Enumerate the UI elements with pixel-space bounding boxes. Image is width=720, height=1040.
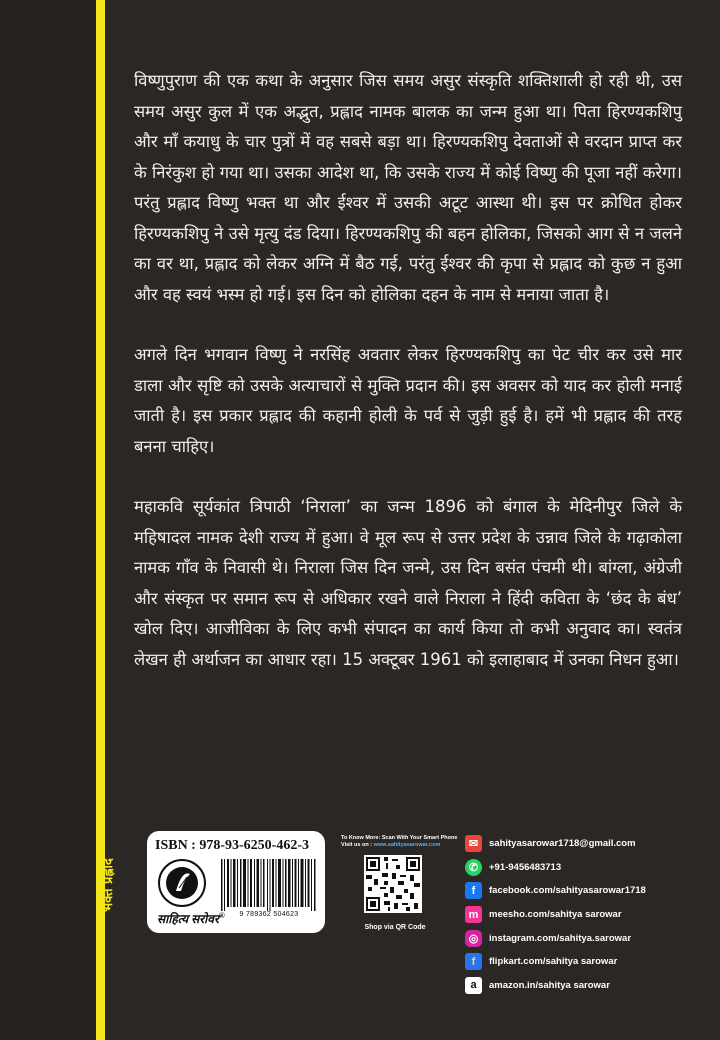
contact-instagram[interactable]: [465, 926, 705, 950]
paragraph-prahlad-story: विष्णुपुराण की एक कथा के अनुसार जिस समय असुर संस्कृति शक्तिशाली हो रही थी, उस समय असुर कुल में एक अद्भुत, प्रह्लाद नामक बालक का जन्म हुआ था। पिता हिरण्यकशिपु और माँ कयाधु के चार पुत्रों में वह सबसे बड़ा था। हिरण्यकशिपु देवताओं से वरदान प्राप्त कर के निरंकुश हो गया था। उसका आदेश था, कि उसके राज्य में कोई विष्णु की पूजा नहीं करेगा। परंतु प्रह्लाद विष्णु भक्त था और ईश्वर में उसकी अटूट आस्था थी। इस पर क्रोधित होकर हिरण्यकशिपु ने उसे मृत्यु दंड दिया। हिरण्यकशिपु की बहन होलिका, जिसको आग से न जलने का वर था, प्रह्लाद को लेकर अग्नि में बैठ गई, परंतु ईश्वर की कृपा से प्रह्लाद को कुछ न हुआ और वह स्वयं भस्म हो गई। इस दिन को होलिका दहन के नाम से मनाया जाता है।: [134, 71, 683, 304]
contact-flipkart[interactable]: [465, 950, 705, 974]
qr-instructions: [341, 835, 458, 849]
spine-title: भक्त प्रह्लाद: [101, 858, 116, 912]
flipkart-icon: f: [465, 953, 482, 970]
website-link[interactable]: www.sahityasarowar.com: [373, 842, 441, 848]
meesho-icon: m: [465, 906, 482, 923]
qr-visit-text: Visit us on : www.sahityasarowar.com: [341, 842, 441, 848]
paragraph-holi: अगले दिन भगवान विष्णु ने नरसिंह अवतार लेकर हिरण्यकशिपु का पेट चीर कर उसे मार डाला और सृष्टि को उसके अत्याचारों से मुक्ति प्रदान की। इस अवसर को याद कर होली मनाई जाती है। इस प्रकार प्रह्लाद की कहानी होली के पर्व से जुड़ी हुई है। हमें भी प्रह्लाद की तरह बनना चाहिए।: [134, 345, 682, 456]
contact-amazon-text: amazon.in/sahitya sarowar: [489, 979, 610, 991]
whatsapp-icon: ✆: [465, 859, 482, 876]
contact-meesho[interactable]: [465, 903, 705, 927]
contact-email-text: sahityasarowar1718@gmail.com: [489, 838, 636, 850]
contact-facebook-text: facebook.com/sahityasarowar1718: [489, 885, 646, 897]
contact-list: [465, 832, 705, 997]
contact-meesho-text: meesho.com/sahitya sarowar: [489, 909, 622, 921]
qr-scan-text: To Know More: Scan With Your Smart Phone: [341, 835, 458, 841]
contact-email[interactable]: [465, 832, 705, 856]
contact-amazon[interactable]: [465, 974, 705, 998]
email-icon: ✉: [465, 835, 482, 852]
contact-instagram-text: instagram.com/sahitya.sarowar: [489, 932, 632, 944]
qr-code-icon[interactable]: [364, 855, 422, 913]
qr-caption: Shop via QR Code: [364, 924, 426, 931]
publisher-logo-icon: [157, 858, 207, 908]
contact-whatsapp[interactable]: [465, 856, 705, 880]
publisher-name: साहित्य सरोवर®: [157, 911, 225, 926]
contact-phone-text: +91-9456483713: [489, 861, 562, 873]
isbn-number: ISBN : 978-93-6250-462-3: [155, 838, 309, 853]
back-cover-text: [134, 66, 682, 705]
amazon-icon: a: [465, 977, 482, 994]
barcode-icon: [219, 859, 319, 911]
contact-facebook[interactable]: [465, 879, 705, 903]
paragraph-nirala-bio: महाकवि सूर्यकांत त्रिपाठी ‘निराला’ का जन्म 1896 को बंगाल के मेदिनीपुर जिले के महिषादल नामक देशी राज्य में हुआ। वे मूल रूप से उत्तर प्रदेश के उन्नाव जिले के गढ़ाकोला नामक गाँव के निवासी थे। निराला जिस दिन जन्मे, उस दिन बसंत पंचमी थी। बांग्ला, अंग्रेजी और संस्कृत पर समान रूप से अधिकार रखने वाले निराला ने हिंदी कविता के ‘छंद के बंध’ खोल दिए। आजीविका के लिए कभी संपादन का कार्य किया तो कभी अनुवाद का। स्वतंत्र लेखन ही अर्थाजन का आधार रहा। 15 अक्टूबर 1961 को इलाहाबाद में उनका निधन हुआ।: [134, 497, 682, 669]
instagram-icon: ◎: [465, 930, 482, 947]
barcode-number: 9 789362 504623: [239, 911, 299, 918]
back-cover-left-strip: [0, 0, 96, 1040]
facebook-icon: f: [465, 882, 482, 899]
contact-flipkart-text: flipkart.com/sahitya sarowar: [489, 956, 618, 968]
isbn-card: [147, 831, 325, 933]
